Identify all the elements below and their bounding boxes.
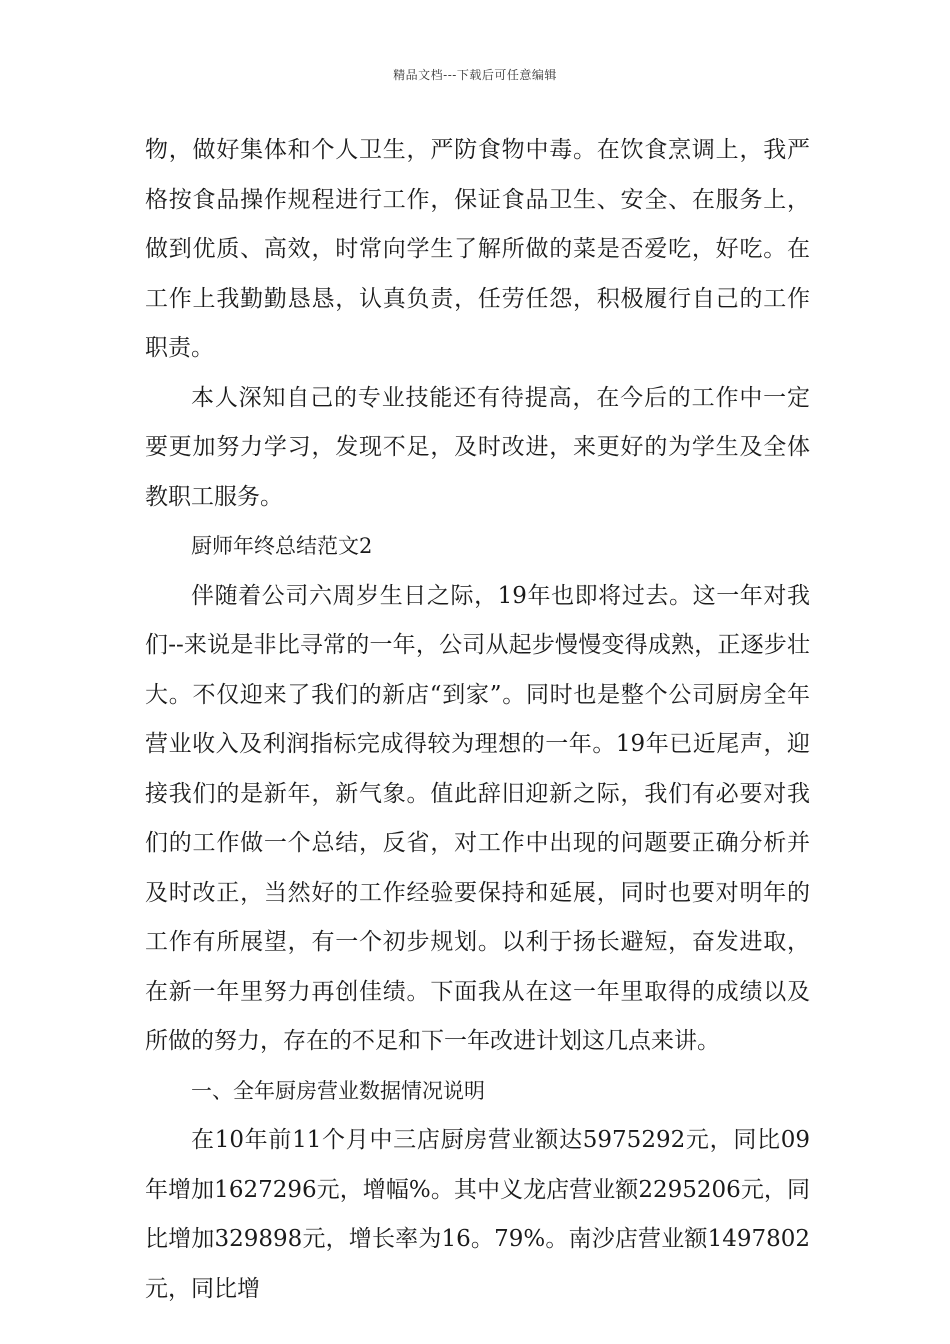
page-header: 精品文档---下载后可任意编辑 (393, 68, 557, 82)
paragraph-hygiene: 物，做好集体和个人卫生，严防食物中毒。在饮食烹调上，我严格按食品操作规程进行工作，保证食品卫生、安全、在服务上，做到优质、高效，时常向学生了解所做的菜是否爱吃，好吃。在工作上我勤勤恳恳，认真负责，任劳任怨，积极履行自己的工作职责。 (145, 137, 810, 361)
document-body (145, 126, 810, 1314)
section-title-sample-2: 厨师年终总结范文2 (191, 534, 373, 558)
paragraph-self-improvement: 本人深知自己的专业技能还有待提高，在今后的工作中一定要更加努力学习，发现不足，及时改进，来更好的为学生及全体教职工服务。 (145, 384, 810, 510)
section-heading-revenue-data: 一、全年厨房营业数据情况说明 (191, 1078, 485, 1103)
paragraph-revenue-figures: 在10年前11个月中三店厨房营业额达5975292元，同比09年增加1627296元，增幅%。其中义龙店营业额2295206元，同比增加329898元，增长率为16。79%。南沙店营业额1497802元，同比增 (145, 1127, 810, 1302)
paragraph-year-overview: 伴随着公司六周岁生日之际，19年也即将过去。这一年对我们--来说是非比寻常的一年，公司从起步慢慢变得成熟，正逐步壮大。不仅迎来了我们的新店“到家”。同时也是整个公司厨房全年营业收入及利润指标完成得较为理想的一年。19年已近尾声，迎接我们的是新年，新气象。值此辞旧迎新之际，我们有必要对我们的工作做一个总结，反省，对工作中出现的问题要正确分析并及时改正，当然好的工作经验要保持和延展，同时也要对明年的工作有所展望，有一个初步规划。以利于扬长避短，奋发进取，在新一年里努力再创佳绩。下面我从在这一年里取得的成绩以及所做的努力，存在的不足和下一年改进计划这几点来讲。 (145, 582, 810, 1054)
